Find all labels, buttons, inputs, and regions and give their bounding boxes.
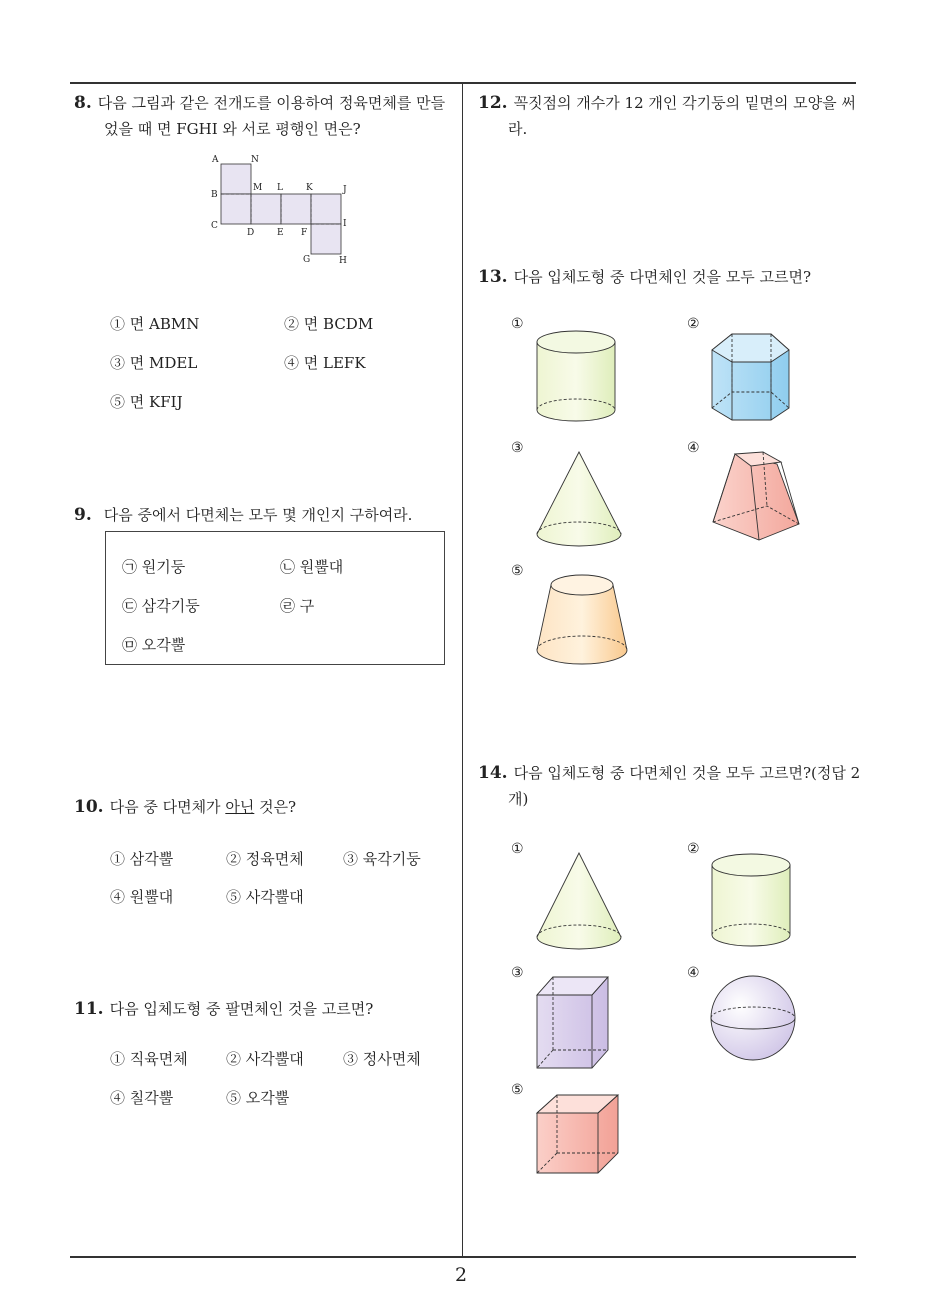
cone-shape (537, 853, 621, 949)
question-9 (74, 502, 412, 528)
question-text: 꼭짓점의 개수가 12 개인 각기둥의 밑면의 모양을 써 (513, 94, 856, 112)
question-11 (74, 996, 373, 1022)
question-text-cont: 개) (508, 790, 529, 808)
question-number: 14. (478, 763, 508, 783)
q11-option-1[interactable]: ① 직육면체 (110, 1050, 188, 1068)
cylinder-shape (712, 854, 790, 946)
q10-option-2[interactable]: ② 정육면체 (226, 850, 304, 868)
q13-label-2: ② (687, 316, 700, 332)
question-number: 9. (74, 505, 92, 525)
cylinder-shape (537, 331, 615, 421)
column-divider (462, 83, 463, 1257)
top-rule (70, 82, 856, 84)
q14-label-1: ① (511, 841, 524, 857)
q11-option-5[interactable]: ⑤ 오각뿔 (226, 1089, 290, 1107)
net-label-B: B (211, 190, 218, 200)
q13-label-4: ④ (687, 440, 700, 456)
q10-option-4[interactable]: ④ 원뿔대 (110, 888, 174, 906)
q14-label-3: ③ (511, 965, 524, 981)
question-number: 12. (478, 93, 508, 113)
net-label-M: M (253, 183, 263, 193)
rectangular-prism-shape (537, 977, 608, 1068)
cube-net-figure (205, 150, 365, 268)
question-13 (478, 264, 811, 290)
question-12 (478, 90, 858, 142)
conical-frustum-shape (537, 575, 627, 664)
q9-item-1: ㉠ 원기둥 (122, 558, 186, 576)
q8-option-2[interactable]: ② 면 BCDM (284, 315, 374, 333)
question-number: 10. (74, 797, 104, 817)
question-number: 8. (74, 93, 92, 113)
q8-option-3[interactable]: ③ 면 MDEL (110, 354, 198, 372)
q14-label-4: ④ (687, 965, 700, 981)
question-text: 다음 입체도형 중 다면체인 것을 모두 고르면?(정답 2 (513, 764, 861, 782)
question-text-cont: 었을 때 면 FGHI 와 서로 평행인 면은? (104, 120, 361, 138)
q14-label-5: ⑤ (511, 1082, 524, 1098)
cube-shape (537, 1095, 618, 1173)
question-14 (478, 760, 863, 812)
question-text-end: 것은? (254, 798, 297, 816)
question-number: 13. (478, 267, 508, 287)
net-label-L: L (277, 183, 283, 193)
question-10 (74, 794, 296, 820)
question-text: 다음 입체도형 중 팔면체인 것을 고르면? (109, 1000, 374, 1018)
q8-option-4[interactable]: ④ 면 LEFK (284, 354, 366, 372)
net-label-N: N (251, 155, 259, 165)
net-label-K: K (306, 183, 313, 193)
question-text: 다음 중 다면체가 (109, 798, 226, 816)
net-label-E: E (277, 228, 284, 238)
q11-option-3[interactable]: ③ 정사면체 (343, 1050, 421, 1068)
q9-item-5: ㉤ 오각뿔 (122, 636, 186, 654)
net-label-H: H (339, 256, 347, 266)
net-label-C: C (211, 221, 218, 231)
question-8 (74, 90, 459, 142)
q10-option-5[interactable]: ⑤ 사각뿔대 (226, 888, 304, 906)
net-label-F: F (301, 228, 308, 238)
q13-label-1: ① (511, 316, 524, 332)
q10-option-1[interactable]: ① 삼각뿔 (110, 850, 174, 868)
q13-label-3: ③ (511, 440, 524, 456)
question-text-cont: 라. (508, 120, 528, 138)
bottom-rule (70, 1256, 856, 1258)
q9-item-3: ㉢ 삼각기둥 (122, 597, 200, 615)
net-label-I: I (343, 219, 347, 229)
q13-label-5: ⑤ (511, 563, 524, 579)
q10-option-3[interactable]: ③ 육각기둥 (343, 850, 421, 868)
net-label-D: D (247, 228, 255, 238)
question-number: 11. (74, 999, 104, 1019)
question-text-underlined: 아닌 (225, 798, 255, 816)
q14-label-2: ② (687, 841, 700, 857)
cone-shape (537, 452, 621, 546)
net-label-G: G (303, 255, 311, 265)
q14-figures (505, 835, 825, 1180)
question-text: 다음 입체도형 중 다면체인 것을 모두 고르면? (513, 268, 812, 286)
sphere-shape (711, 976, 795, 1060)
net-label-A: A (212, 155, 219, 165)
q8-option-5[interactable]: ⑤ 면 KFIJ (110, 393, 183, 411)
question-text: 다음 중에서 다면체는 모두 몇 개인지 구하여라. (103, 506, 413, 524)
net-label-J: J (343, 185, 347, 195)
q11-option-4[interactable]: ④ 칠각뿔 (110, 1089, 174, 1107)
q9-item-4: ㉣ 구 (280, 597, 315, 615)
square-frustum-shape (713, 452, 799, 540)
question-text: 다음 그림과 같은 전개도를 이용하여 정육면체를 만들 (97, 94, 446, 112)
hexagonal-prism-shape (712, 334, 789, 420)
q11-option-2[interactable]: ② 사각뿔대 (226, 1050, 304, 1068)
q9-item-2: ㉡ 원뿔대 (280, 558, 344, 576)
page-number: 2 (455, 1264, 468, 1286)
q8-option-1[interactable]: ① 면 ABMN (110, 315, 200, 333)
q13-figures (505, 310, 825, 685)
